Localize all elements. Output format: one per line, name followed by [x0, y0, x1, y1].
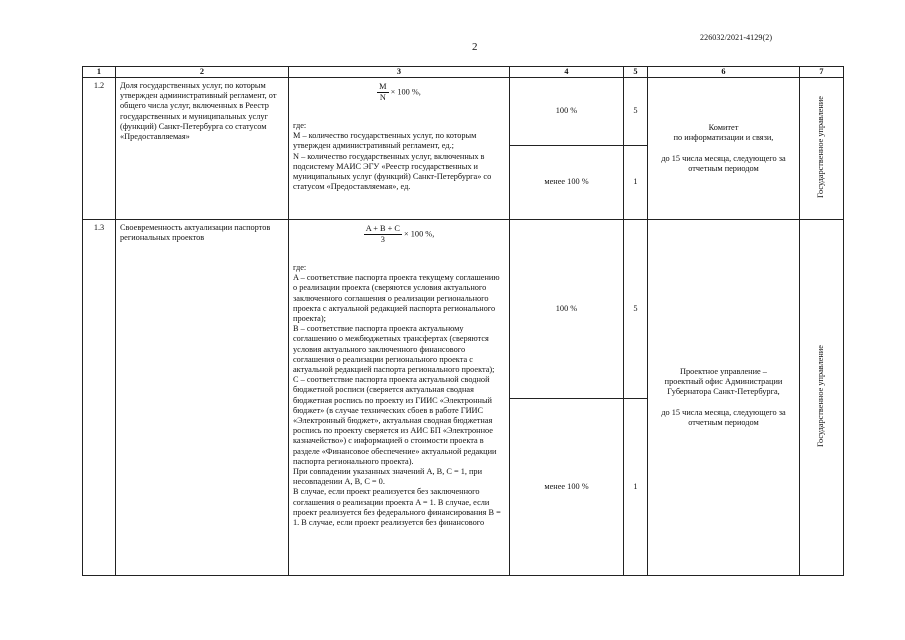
formula-text: При совпадении указанных значений A, B, C = 1, при несовпадении A, B, C = 0.	[293, 467, 483, 487]
indicator-name: Доля государственных услуг, по которым утвержден административный регламент, от общего числа услуг, включенных в Реестр государственных и муниципальных услуг (функций) Санкт-Петербурга со статусом «Предоставляемая»	[116, 78, 289, 220]
department-cell	[800, 78, 844, 220]
formula-cell	[289, 220, 510, 576]
responsible-org	[648, 78, 800, 220]
formula-text: B – соответствие паспорта проекта актуальному соглашению о межбюджетных трансфертах (сверяются условия актуального заключенного финансового соглашения о реализации регионального проекта с актуальной редакцией паспорта регионального проекта);	[293, 324, 495, 375]
column-header: 2	[116, 67, 289, 78]
org-line: Проектное управление –	[680, 366, 767, 376]
target-value: менее 100 %	[510, 399, 624, 576]
department-label: Государственное управление	[816, 95, 826, 198]
indicator-name: Своевременность актуализации паспортов региональных проектов	[116, 220, 289, 576]
formula-denominator: 3	[380, 235, 385, 244]
formula-text: где:	[293, 121, 307, 130]
formula-multiplier: × 100 %,	[404, 229, 435, 239]
formula-numerator: A + B + C	[365, 224, 400, 233]
formula-text: N – количество государственных услуг, включенных в подсистему МАИС ЭГУ «Реестр государственных и муниципальных услуг (функций) Санкт-Петербурга» со статусом «Предоставляемая», ед.	[293, 151, 492, 192]
formula-numerator: M	[379, 82, 387, 91]
table-header-row	[83, 67, 844, 78]
score: 1	[624, 146, 648, 220]
score: 5	[624, 220, 648, 399]
org-line: по информатизации и связи,	[673, 133, 774, 143]
department-cell	[800, 220, 844, 576]
target-value: 100 %	[510, 78, 624, 146]
department-label: Государственное управление	[816, 344, 826, 447]
column-header: 6	[648, 67, 800, 78]
formula-text: M – количество государственных услуг, по которым утвержден административный регламент, ед.;	[293, 131, 477, 151]
score: 1	[624, 399, 648, 576]
document-number: 226032/2021-4129(2)	[700, 33, 773, 42]
deadline: до 15 числа месяца, следующего за отчетным периодом	[661, 407, 786, 427]
formula-text: где:	[293, 263, 307, 272]
responsible-org	[648, 220, 800, 576]
target-value: 100 %	[510, 220, 624, 399]
formula-text: В случае, если проект реализуется без заключенного соглашения о реализации проекта A = 1. В случае, если проект реализуется без федерального финансирования B = 1. В случае, если проект реализуется без финансового	[293, 487, 501, 528]
column-header: 4	[510, 67, 624, 78]
formula-text: A – соответствие паспорта проекта текущему соглашению о реализации проекта (сверяются условия актуального заключенного соглашения о реализации регионального проекта с актуальной редакцией паспорта регионального проекта);	[293, 273, 500, 324]
row-number: 1.3	[83, 220, 116, 576]
formula	[293, 82, 505, 103]
column-header: 5	[624, 67, 648, 78]
target-value: менее 100 %	[510, 146, 624, 220]
row-number: 1.2	[83, 78, 116, 220]
table-row	[83, 78, 844, 146]
org-line: Комитет	[708, 123, 739, 133]
formula-cell	[289, 78, 510, 220]
indicators-table	[82, 66, 844, 576]
org-line: проектный офис Администрации Губернатора Санкт-Петербурга,	[664, 377, 783, 397]
column-header: 7	[800, 67, 844, 78]
table-row	[83, 220, 844, 399]
formula-multiplier: × 100 %,	[390, 87, 421, 97]
page-number: 2	[472, 41, 478, 53]
formula	[293, 224, 505, 245]
formula-text: C – соответствие паспорта проекта актуальной сводной бюджетной росписи (сверяется актуальная сводная бюджетная роспись по проекту из ГИИС «Электронный бюджет» (в случае технических сбоев в работе ГИИС «Электронный бюджет», актуальная сводная бюджетная роспись по проекту сверяется из АИС БП «Электронное казначейство») с информацией о стоимости проекта в разделе «Финансовое обеспечение» актуальной редакции паспорта регионального проекта).	[293, 375, 497, 466]
score: 5	[624, 78, 648, 146]
formula-denominator: N	[379, 93, 386, 102]
column-header: 3	[289, 67, 510, 78]
column-header: 1	[83, 67, 116, 78]
deadline: до 15 числа месяца, следующего за отчетным периодом	[661, 153, 786, 173]
